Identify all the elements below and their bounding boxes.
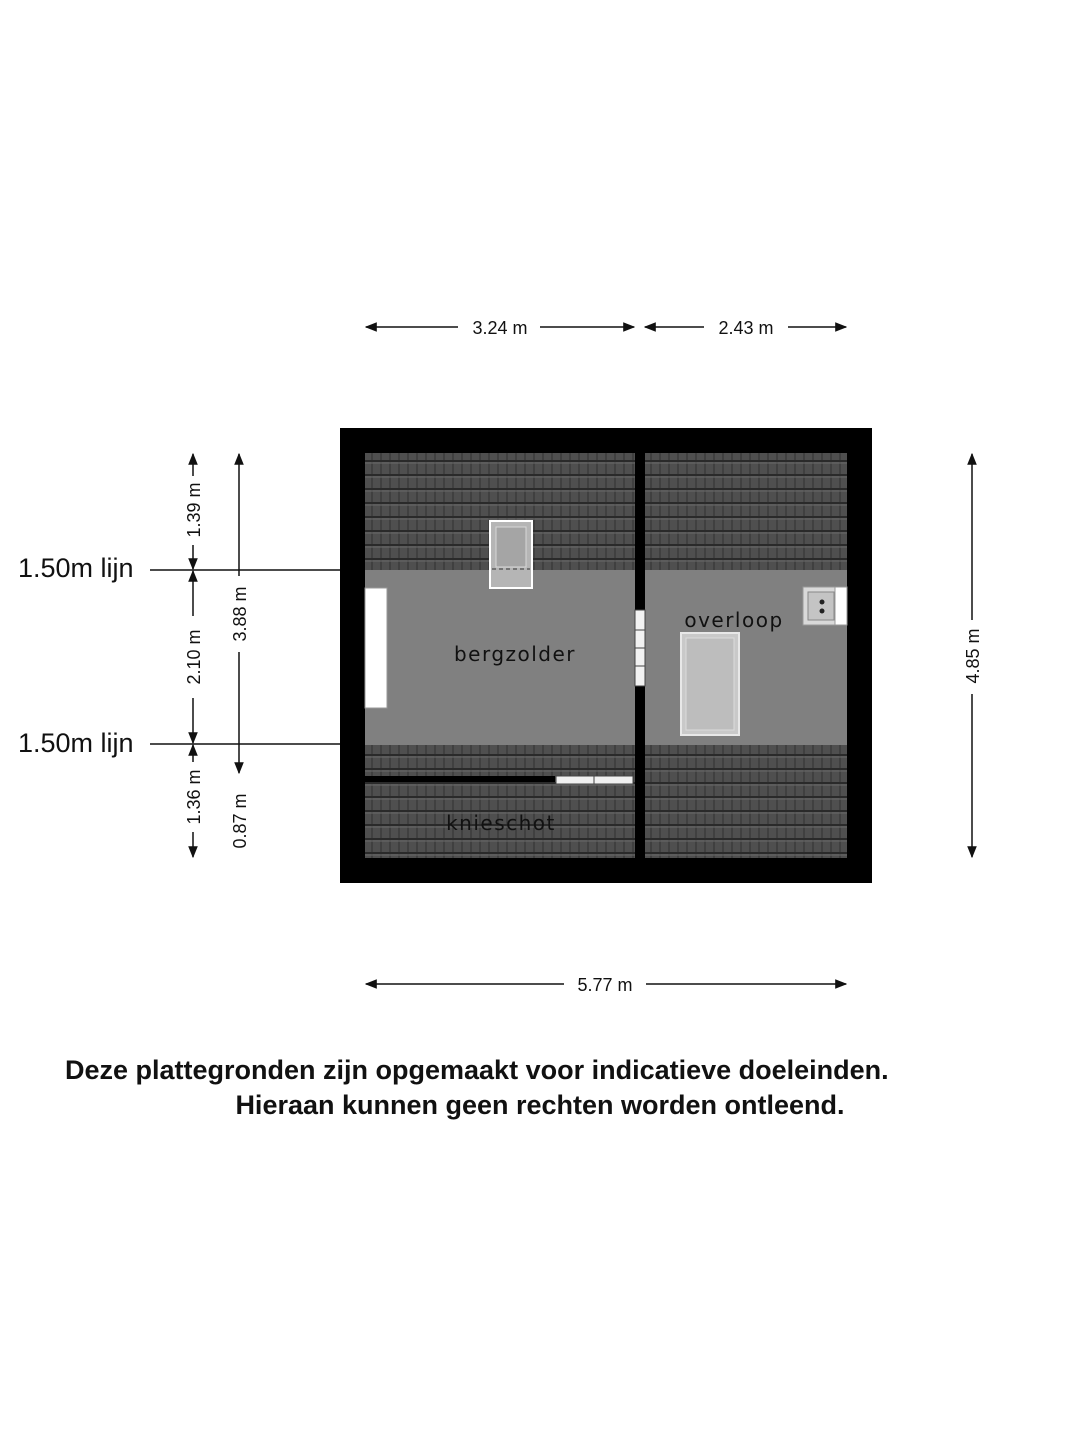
dimension-bottom-total <box>366 975 846 995</box>
svg-text:2.43 m: 2.43 m <box>718 318 774 338</box>
room-label-knieschot: knieschot <box>446 811 556 835</box>
svg-text:1.50m lijn: 1.50m lijn <box>18 728 134 758</box>
svg-text:1.50m lijn: 1.50m lijn <box>18 553 134 583</box>
dimension-left-segments <box>184 454 204 857</box>
partition-door <box>635 610 645 686</box>
height-line-upper <box>18 553 340 583</box>
boiler-unit <box>803 587 847 625</box>
dimension-right-total <box>963 454 983 857</box>
disclaimer-line-2: Hieraan kunnen geen rechten worden ontleend. <box>235 1090 845 1120</box>
knee-wall <box>365 776 555 782</box>
svg-text:1.39 m: 1.39 m <box>184 482 204 538</box>
dimension-left-inner <box>230 454 250 849</box>
dimension-top-left <box>366 318 634 338</box>
svg-text:2.10 m: 2.10 m <box>184 629 204 685</box>
room-label-bergzolder: bergzolder <box>453 642 577 666</box>
stair-opening <box>681 633 739 735</box>
svg-text:5.77 m: 5.77 m <box>577 975 633 995</box>
svg-text:4.85 m: 4.85 m <box>963 628 983 684</box>
storage-cabinet <box>365 588 387 708</box>
roof-left-bottom <box>365 745 635 858</box>
disclaimer-line-1: Deze plattegronden zijn opgemaakt voor indicatieve doeleinden. <box>65 1055 889 1085</box>
svg-text:3.24 m: 3.24 m <box>472 318 528 338</box>
height-line-lower <box>18 728 340 758</box>
roof-right-bottom <box>645 745 847 858</box>
svg-text:3.88 m: 3.88 m <box>230 586 250 642</box>
room-label-overloop: overloop <box>684 608 784 632</box>
svg-text:0.87 m: 0.87 m <box>230 793 250 849</box>
svg-text:1.36 m: 1.36 m <box>184 769 204 825</box>
skylight <box>490 521 532 588</box>
knee-wall-door <box>556 776 633 784</box>
dimension-top-right <box>645 318 846 338</box>
roof-right-top <box>645 453 847 570</box>
